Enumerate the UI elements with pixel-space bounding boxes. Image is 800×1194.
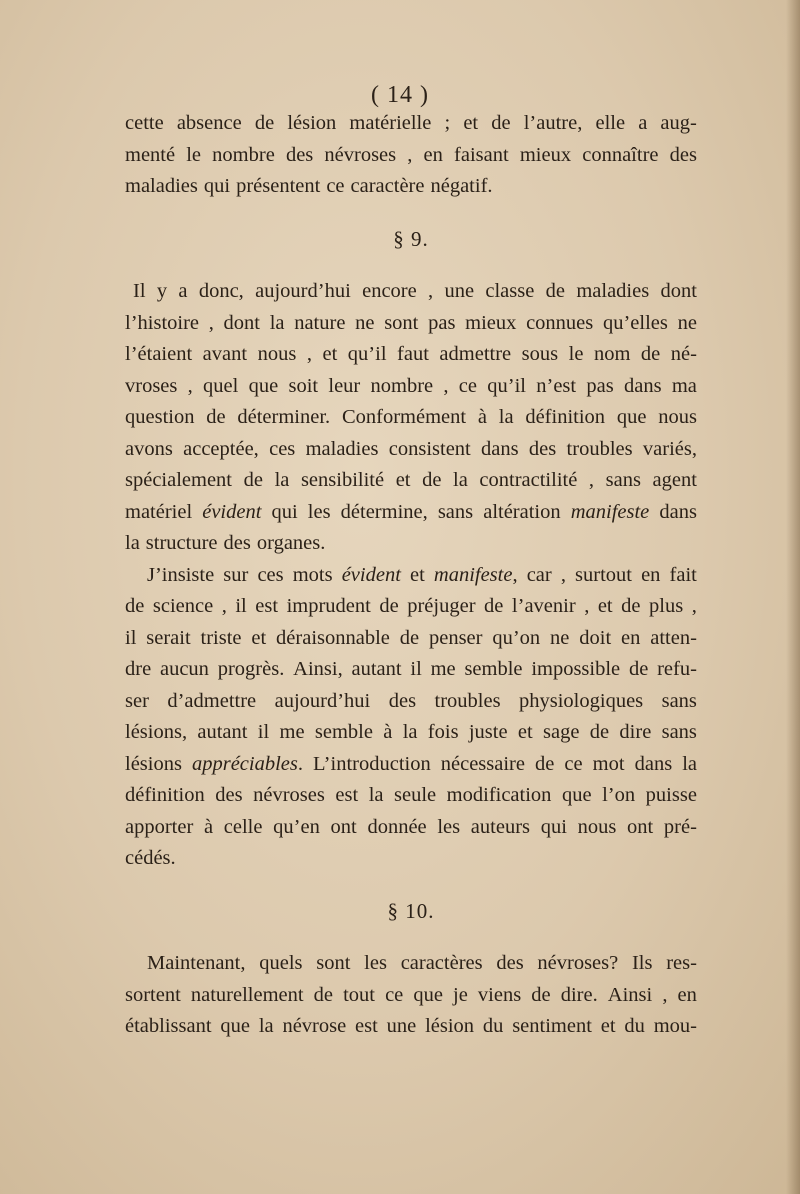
section-heading: § 10. xyxy=(387,898,435,923)
text-line: Il y a donc, aujourd’hui encore , une classe de maladies dont xyxy=(133,280,697,302)
text-line: il serait triste et déraisonnable de penser qu’on ne doit en atten- xyxy=(125,626,697,649)
text-line: la structure des organes. xyxy=(125,532,326,554)
section-heading: § 9. xyxy=(393,226,429,251)
text-line: menté le nombre des névroses , en faisant mieux connaître des xyxy=(125,143,697,166)
text-line: l’histoire , dont la nature ne sont pas mieux connues qu’elles ne xyxy=(125,311,697,334)
page-edge-shadow xyxy=(786,0,800,1194)
text-line: apporter à celle qu’en ont donnée les auteurs qui nous ont pré- xyxy=(125,815,697,838)
text-line: spécialement de la sensibilité et de la contractilité , sans agent xyxy=(125,469,697,491)
text-line: cette absence de lésion matérielle ; et de l’autre, elle a aug- xyxy=(125,112,697,134)
text-line: question de déterminer. Conformément à la définition que nous xyxy=(125,406,697,428)
text-line: dre aucun progrès. Ainsi, autant il me semble impossible de refu- xyxy=(125,658,697,680)
text-line: lésions appréciables. L’introduction nécessaire de ce mot dans la xyxy=(125,752,697,775)
text-line: matériel évident qui les détermine, sans altération manifeste dans xyxy=(125,500,697,523)
text-line: établissant que la névrose est une lésion du sentiment et du mou- xyxy=(125,1015,697,1037)
text-line: maladies qui présentent ce caractère négatif. xyxy=(125,175,493,197)
text-line: Maintenant, quels sont les caractères des névroses? Ils res- xyxy=(147,952,697,974)
text-line: cédés. xyxy=(125,847,176,869)
text-line: lésions, autant il me semble à la fois juste et sage de dire sans xyxy=(125,721,697,743)
text-line: avons acceptée, ces maladies consistent dans des troubles variés, xyxy=(125,437,697,460)
text-line: vroses , quel que soit leur nombre , ce qu’il n’est pas dans ma xyxy=(125,374,697,397)
text-line: sortent naturellement de tout ce que je viens de dire. Ainsi , en xyxy=(125,983,697,1006)
text-line: ser d’admettre aujourd’hui des troubles physiologiques sans xyxy=(125,689,697,712)
text-line: de science , il est imprudent de préjuger de l’avenir , et de plus , xyxy=(125,595,697,617)
page-number: ( 14 ) xyxy=(371,82,429,108)
text-line: l’étaient avant nous , et qu’il faut admettre sous le nom de né- xyxy=(125,343,697,365)
body-text xyxy=(125,108,697,1043)
text-line: définition des névroses est la seule modification que l’on puisse xyxy=(125,784,697,806)
text-line: J’insiste sur ces mots évident et manifeste, car , surtout en fait xyxy=(147,563,697,586)
